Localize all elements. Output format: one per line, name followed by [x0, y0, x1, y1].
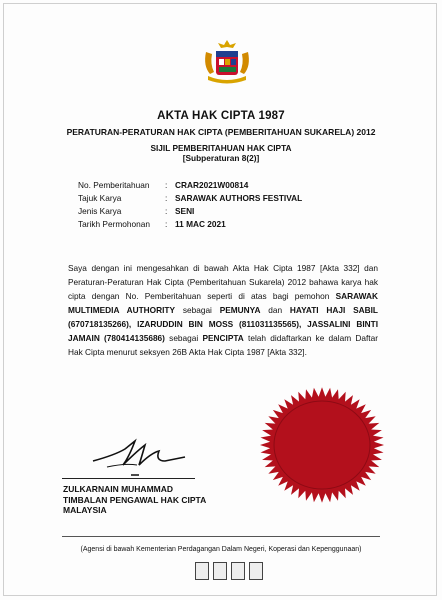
paragraph-text: sebagai	[175, 305, 220, 315]
regulation-title: PERATURAN-PERATURAN HAK CIPTA (PEMBERITAHUAN SUKARELA) 2012	[66, 127, 376, 137]
detail-colon: :	[165, 180, 168, 190]
detail-value: 11 MAC 2021	[175, 219, 226, 229]
certification-logo-icon	[213, 562, 227, 580]
detail-colon: :	[165, 219, 168, 229]
signatory-country: MALAYSIA	[63, 505, 107, 515]
paragraph-text: sebagai	[164, 333, 203, 343]
detail-value: CRAR2021W00814	[175, 180, 249, 190]
paragraph-text: dan	[260, 305, 290, 315]
signature-line	[62, 478, 195, 479]
signature-icon	[85, 427, 195, 477]
certification-logo-icon	[195, 562, 209, 580]
agency-note: (Agensi di bawah Kementerian Perdagangan Dalam Negeri, Koperasi dan Kepenggunaan)	[80, 546, 362, 553]
details-table	[78, 179, 302, 231]
detail-label: No. Pemberitahuan	[78, 180, 150, 190]
detail-value: SENI	[175, 206, 195, 216]
coat-of-arms-icon	[200, 38, 254, 86]
signatory-block	[63, 484, 206, 516]
detail-row-work-title	[78, 192, 302, 205]
detail-colon: :	[165, 206, 168, 216]
detail-label: Tajuk Karya	[78, 193, 122, 203]
act-title: AKTA HAK CIPTA 1987	[157, 110, 285, 122]
detail-label: Jenis Karya	[78, 206, 122, 216]
certification-logo-icon	[231, 562, 245, 580]
subregulation: [Subperaturan 8(2)]	[182, 153, 260, 163]
author-role: PENCIPTA	[202, 333, 244, 343]
paragraph-text: Saya dengan ini mengesahkan di bawah Akta Hak Cipta 1987 [Akta 332] dan Peraturan-Peraturan Hak Cipta (Pemberitahuan Sukarela) 2012 bahawa karya hak cipta dengan No. Pemberitahuan seperti di atas bagi pemohon	[68, 263, 378, 301]
detail-label: Tarikh Permohonan	[78, 219, 150, 229]
owner-name: SARAWAK MULTIMEDIA AUTHORITY	[68, 291, 378, 315]
certificate-title: SIJIL PEMBERITAHUAN HAK CIPTA	[150, 143, 292, 153]
paragraph-text: telah didaftarkan ke dalam Daftar Hak Cipta menurut seksyen 26B Akta Hak Cipta 1987 [Akta 332].	[68, 333, 378, 357]
detail-colon: :	[165, 193, 168, 203]
detail-value: SARAWAK AUTHORS FESTIVAL	[175, 193, 303, 203]
detail-row-notification-no	[78, 179, 302, 192]
certification-logos	[195, 562, 263, 580]
official-seal-icon	[259, 387, 385, 503]
footer-divider	[62, 536, 380, 537]
owner-role: PEMUNYA	[219, 305, 261, 315]
detail-row-application-date	[78, 218, 302, 231]
certification-paragraph	[68, 261, 378, 359]
signatory-name: ZULKARNAIN MUHAMMAD	[63, 484, 174, 494]
author-names: HAYATI HAJI SABIL (670718135266), IZARUDDIN BIN MOSS (811031135565), JASSALINI BINTI JAMAIN (780414135686)	[68, 305, 378, 343]
signatory-position: TIMBALAN PENGAWAL HAK CIPTA	[63, 494, 207, 505]
certification-logo-icon	[249, 562, 263, 580]
detail-row-work-type	[78, 205, 302, 218]
